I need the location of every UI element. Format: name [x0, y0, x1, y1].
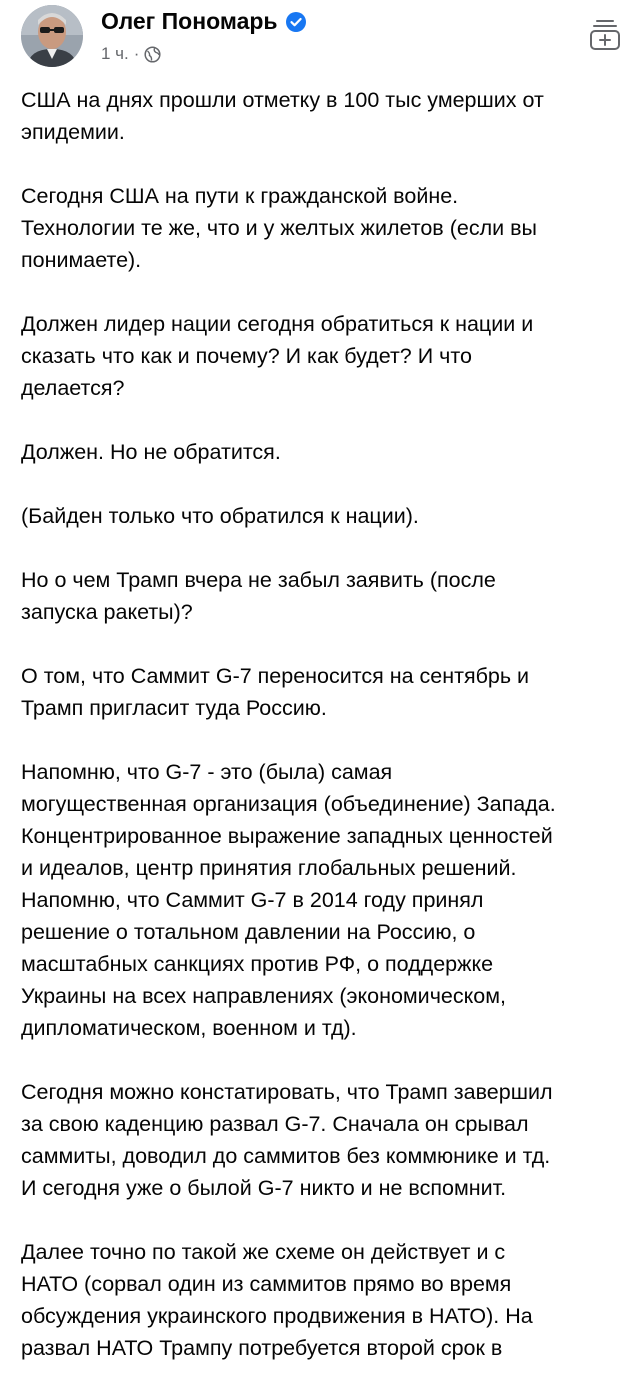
post-body: [21, 84, 633, 1396]
author-avatar[interactable]: [21, 5, 83, 67]
post-paragraph: Должен. Но не обратится.: [21, 440, 281, 464]
post-paragraph: США на днях прошли отметку в 100 тыс умерших от эпидемии.: [21, 88, 544, 144]
post-paragraph: Но о чем Трамп вчера не забыл заявить (после запуска ракеты)?: [21, 568, 496, 624]
post-paragraph: (Байден только что обратился к нации).: [21, 504, 419, 528]
post-paragraph: Напомню, что G-7 - это (была) самая могущественная организация (объединение) Запада. Концентрированное выражение западных ценностей и идеалов, центр принятия глобальных решений. Напомню, что Саммит G-7 в 2014 году принял решение о тотальном давлении на Россию, о масштабных санкциях против РФ, о поддержке Украины на всех направлениях (экономическом, дипломатическом, военном и тд).: [21, 760, 556, 1040]
post-paragraph: Сегодня США на пути к гражданской войне. Технологии те же, что и у желтых жилетов (если вы понимаете).: [21, 184, 537, 272]
post-paragraph: О том, что Саммит G-7 переносится на сентябрь и Трамп пригласит туда Россию.: [21, 664, 530, 720]
post-timestamp[interactable]: 1 ч.: [101, 44, 129, 63]
globe-icon[interactable]: [144, 46, 161, 63]
post-meta: [101, 44, 161, 64]
verified-badge-icon: [286, 12, 306, 32]
meta-separator: ·: [133, 44, 140, 63]
avatar-photo: [21, 5, 83, 67]
post-paragraph: Сегодня можно констатировать, что Трамп завершил за свою каденцию развал G-7. Сначала он срывал саммиты, доводил до саммитов без коммюнике и тд. И сегодня уже о былой G-7 никто и не вспомнит.: [21, 1080, 553, 1200]
post-paragraph: Далее точно по такой же схеме он действует и с НАТО (сорвал один из саммитов прямо во время обсуждения украинского продвижения в НАТО). На развал НАТО Трампу потребуется второй срок в: [21, 1240, 533, 1360]
author-name[interactable]: Олег Пономарь: [101, 8, 278, 34]
post-paragraph: Должен лидер нации сегодня обратиться к нации и сказать что как и почему? И как будет? И что делается?: [21, 312, 534, 400]
save-to-collection-icon[interactable]: [588, 16, 622, 52]
post-header: [0, 0, 640, 80]
